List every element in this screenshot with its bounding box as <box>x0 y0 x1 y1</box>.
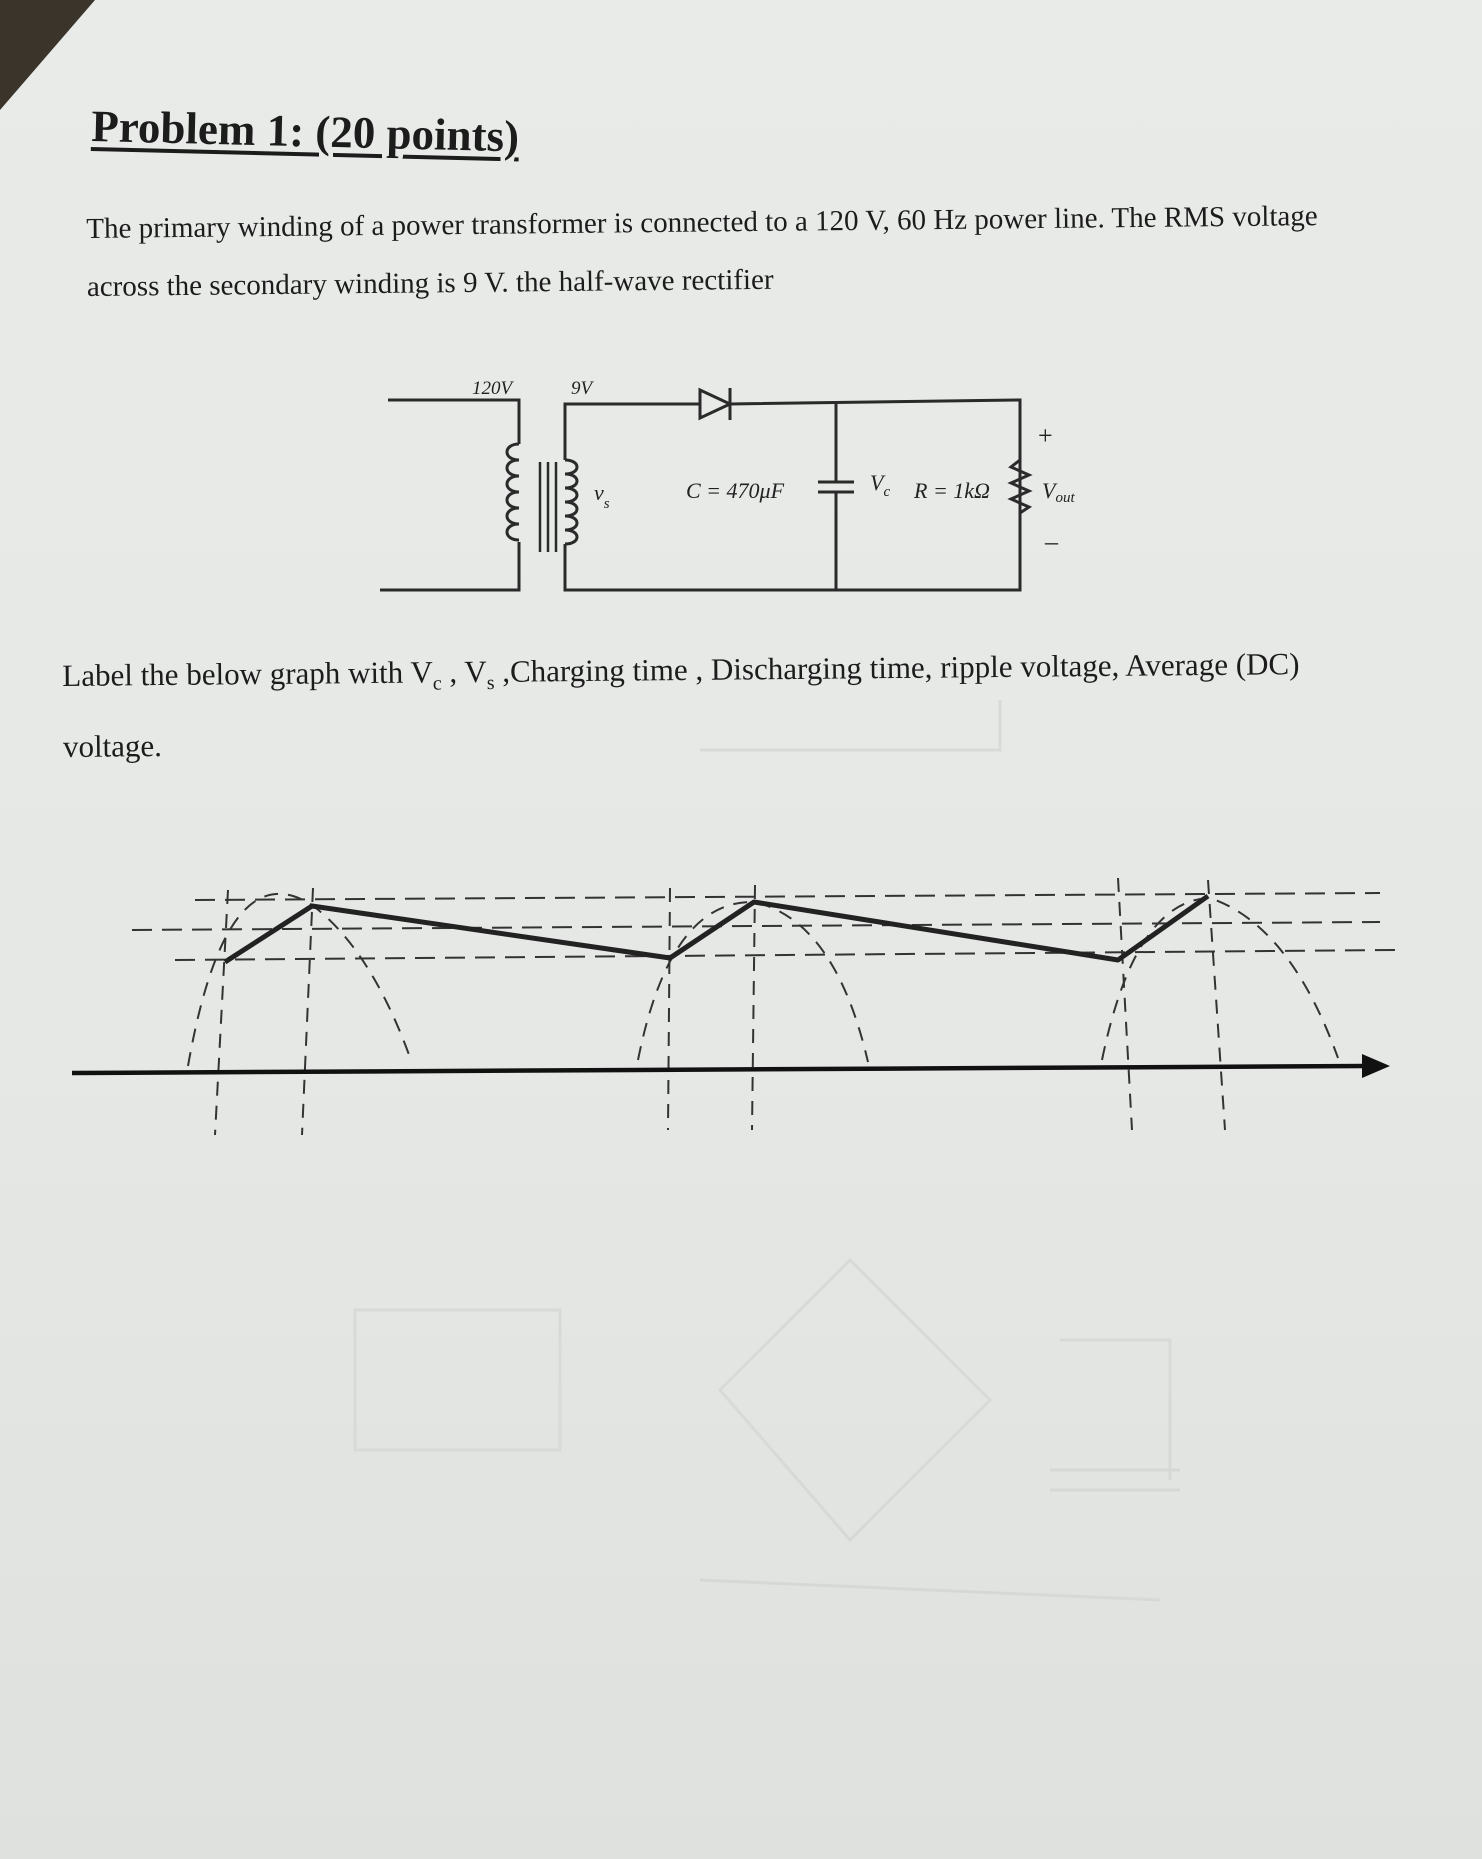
capacitor-label: C = 470μF <box>686 478 785 503</box>
labeling-instruction: Label the below graph with $V_c$ , $V_s$ ,Charging time , Discharging time, ripple voltage, Average (DC) voltage. <box>62 646 1300 765</box>
primary-voltage-label: 120V <box>472 378 513 399</box>
vout-minus-sign: – <box>1045 527 1058 556</box>
average-voltage-line <box>132 922 1380 930</box>
vc-label: $V_c$ <box>870 470 891 500</box>
minimum-voltage-line <box>175 950 1395 960</box>
problem-statement: The primary winding of a power transformer is connected to a 120 V, 60 Hz power line. The RMS voltage across the secondary winding is 9 V. the half-wave rectifier <box>86 200 1318 303</box>
vertical-guide-lines <box>215 878 1225 1135</box>
problem-heading: Problem 1: (20 points) <box>90 100 520 162</box>
secondary-voltage-label: 9V <box>571 378 593 399</box>
vs-label: $v_s$ <box>594 480 610 512</box>
secondary-voltage-arcs <box>188 894 1338 1066</box>
vout-label: Vout <box>1042 478 1075 506</box>
time-axis-arrow-icon <box>1362 1054 1390 1078</box>
resistor-label: R = 1kΩ <box>914 478 990 503</box>
vout-plus-sign: + <box>1038 421 1053 450</box>
time-axis <box>72 1066 1365 1073</box>
